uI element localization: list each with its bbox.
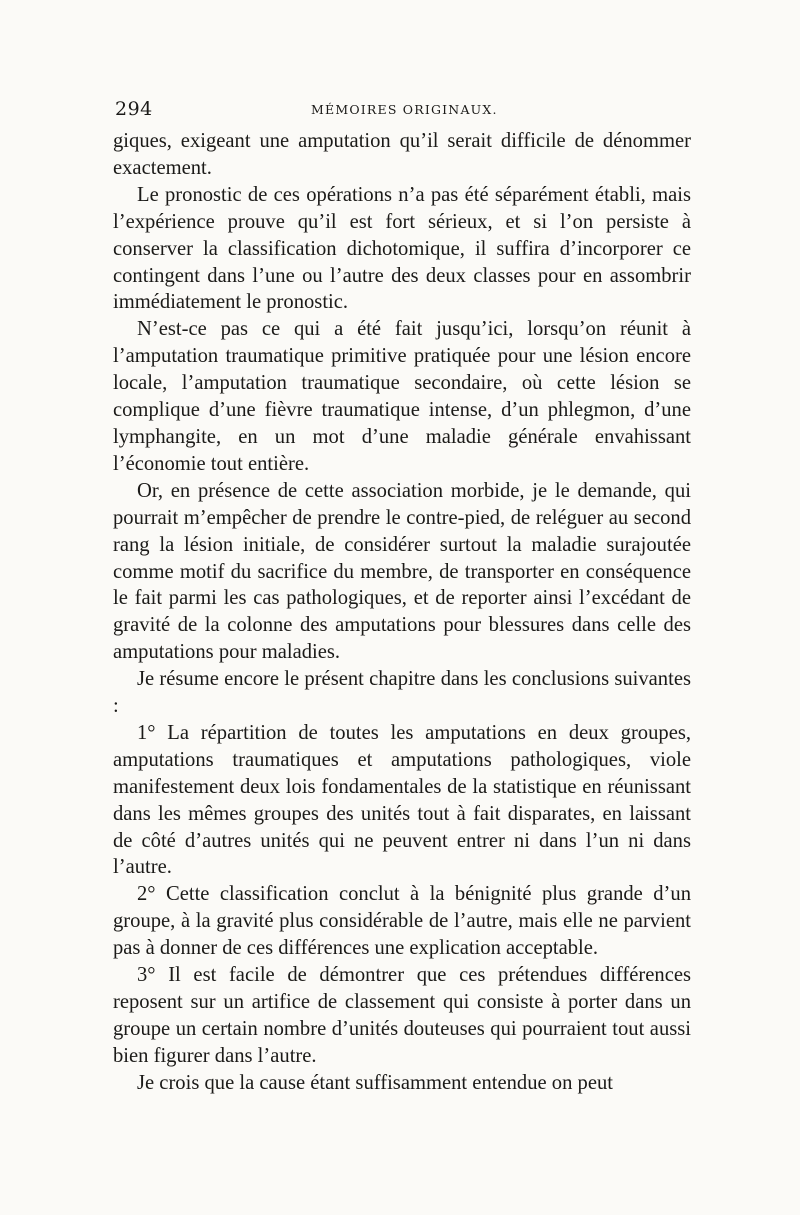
paragraph: Je résume encore le présent chapitre dans les conclusions suivantes :: [113, 668, 691, 718]
paragraph: giques, exigeant une amputation qu’il serait difficile de dénommer exactement.: [113, 130, 691, 179]
paragraph: 3° Il est facile de démontrer que ces prétendues différences reposent sur un artifice de classement qui consiste à porter dans un groupe un certain nombre d’unités douteuses qui pourraient tout aussi bien figurer dans l’autre.: [113, 964, 691, 1067]
paragraph: Je crois que la cause étant suffisamment entendue on peut: [137, 1071, 613, 1094]
paragraph: Le pronostic de ces opérations n’a pas été séparément établi, mais l’expérience prouve qu’il est fort sérieux, et si l’on persiste à conserver la classification dichotomique, il suffira d’incorporer ce contingent dans l’une ou l’autre des deux classes pour en assombrir immédiatement le pronostic.: [113, 183, 691, 314]
page-number: 294: [115, 98, 153, 120]
body-text: [113, 128, 691, 1097]
paragraph: 2° Cette classification conclut à la bénignité plus grande d’un groupe, à la gravité plus considérable de l’autre, mais elle ne parvient pas à donner de ces différences une explication acceptable.: [113, 883, 691, 960]
running-title: MÉMOIRES ORIGINAUX.: [311, 102, 498, 117]
paragraph: N’est-ce pas ce qui a été fait jusqu’ici, lorsqu’on réunit à l’amputation traumatique primitive pratiquée pour une lésion encore locale, l’amputation traumatique secondaire, où cette lésion se complique d’une fièvre traumatique intense, d’un phlegmon, d’une lymphangite, en un mot d’une maladie générale envahissant l’économie tout entière.: [113, 318, 691, 475]
paragraph: 1° La répartition de toutes les amputations en deux groupes, amputations traumatiques et amputations pathologiques, viole manifestement deux lois fondamentales de la statistique en réunissant dans les mêmes groupes des unités tout à fait disparates, en laissant de côté d’autres unités qui ne peuvent entrer ni dans l’un ni dans l’autre.: [113, 721, 691, 879]
page-header: [115, 98, 690, 124]
paragraph: Or, en présence de cette association morbide, je le demande, qui pourrait m’empêcher de prendre le contre-pied, de reléguer au second rang la lésion initiale, de considérer surtout la maladie surajoutée comme motif du sacrifice du membre, de transporter en conséquence le fait parmi les cas pathologiques, et de reporter ainsi l’excédant de gravité de la colonne des amputations pour blessures dans celle des amputations pour maladies.: [113, 479, 691, 664]
